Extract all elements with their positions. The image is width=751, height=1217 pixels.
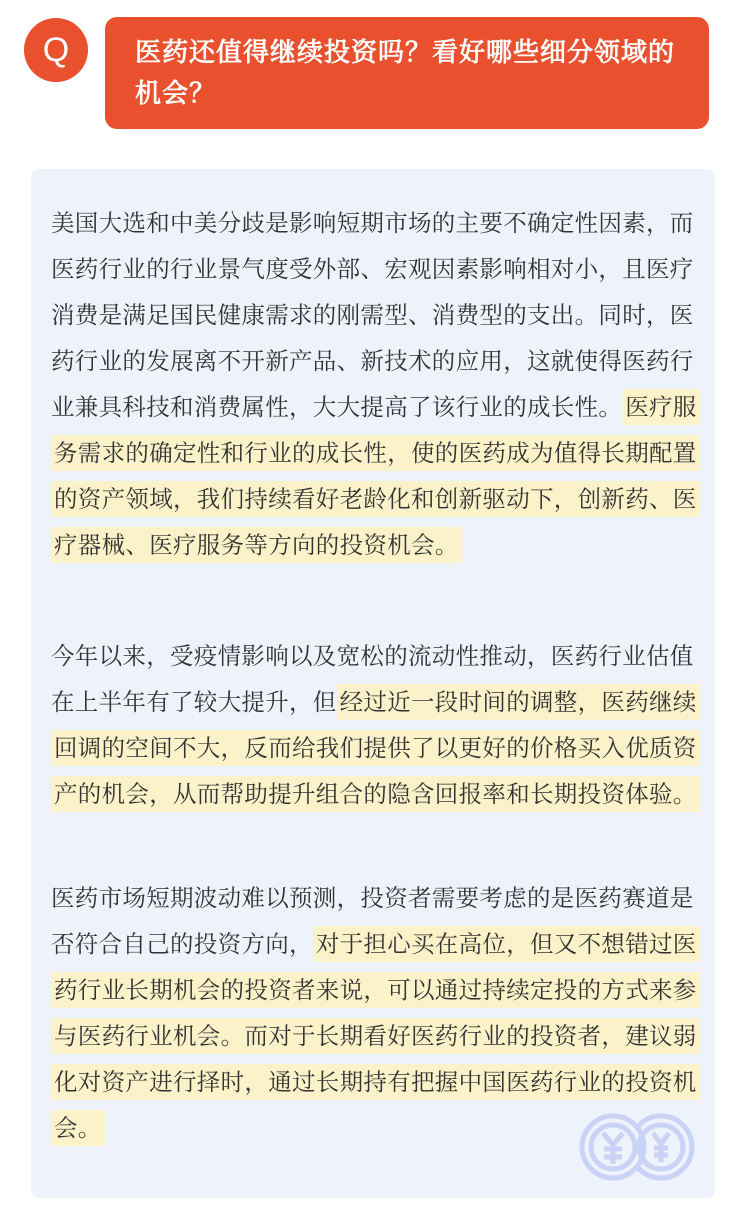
answer-paragraph-1 <box>51 200 701 568</box>
question-badge-letter: Q <box>42 31 70 69</box>
answer-paragraph-3 <box>51 875 701 1151</box>
paragraph-3-text: 医药市场短期波动难以预测，投资者需要考虑的是医药赛道是否符合自己的投资方向， <box>51 884 694 958</box>
paragraph-3-highlight: 对于担心买在高位，但又不想错过医药行业长期机会的投资者来说，可以通过持续定投的方式来参与医药行业机会。而对于长期看好医药行业的投资者，建议弱化对资产进行择时，通过长期持有把握中国医药行业的投资机会。 <box>51 926 700 1146</box>
answer-paragraph-2 <box>51 633 701 817</box>
paragraph-2-highlight: 经过近一段时间的调整，医药继续回调的空间不大，反而给我们提供了以更好的价格买入优质资产的机会，从而帮助提升组合的隐含回报率和长期投资体验。 <box>51 684 700 812</box>
question-title: 医药还值得继续投资吗？看好哪些细分领域的机会？ <box>135 38 676 109</box>
paragraph-1-text: 美国大选和中美分歧是影响短期市场的主要不确定性因素，而医药行业的行业景气度受外部、宏观因素影响相对小，且医疗消费是满足国民健康需求的刚需型、消费型的支出。同时，医药行业的发展离不开新产品、新技术的应用，这就使得医药行业兼具科技和消费属性，大大提高了该行业的成长性。 <box>51 209 694 421</box>
question-badge <box>24 18 88 82</box>
question-title-box <box>105 17 709 129</box>
paragraph-1-highlight: 医疗服务需求的确定性和行业的成长性，使的医药成为值得长期配置的资产领域，我们持续看好老龄化和创新驱动下，创新药、医疗器械、医疗服务等方向的投资机会。 <box>51 389 700 563</box>
yuan-coins-icon <box>576 1112 698 1182</box>
paragraph-2-text: 今年以来，受疫情影响以及宽松的流动性推动，医药行业估值在上半年有了较大提升，但 <box>51 642 694 716</box>
